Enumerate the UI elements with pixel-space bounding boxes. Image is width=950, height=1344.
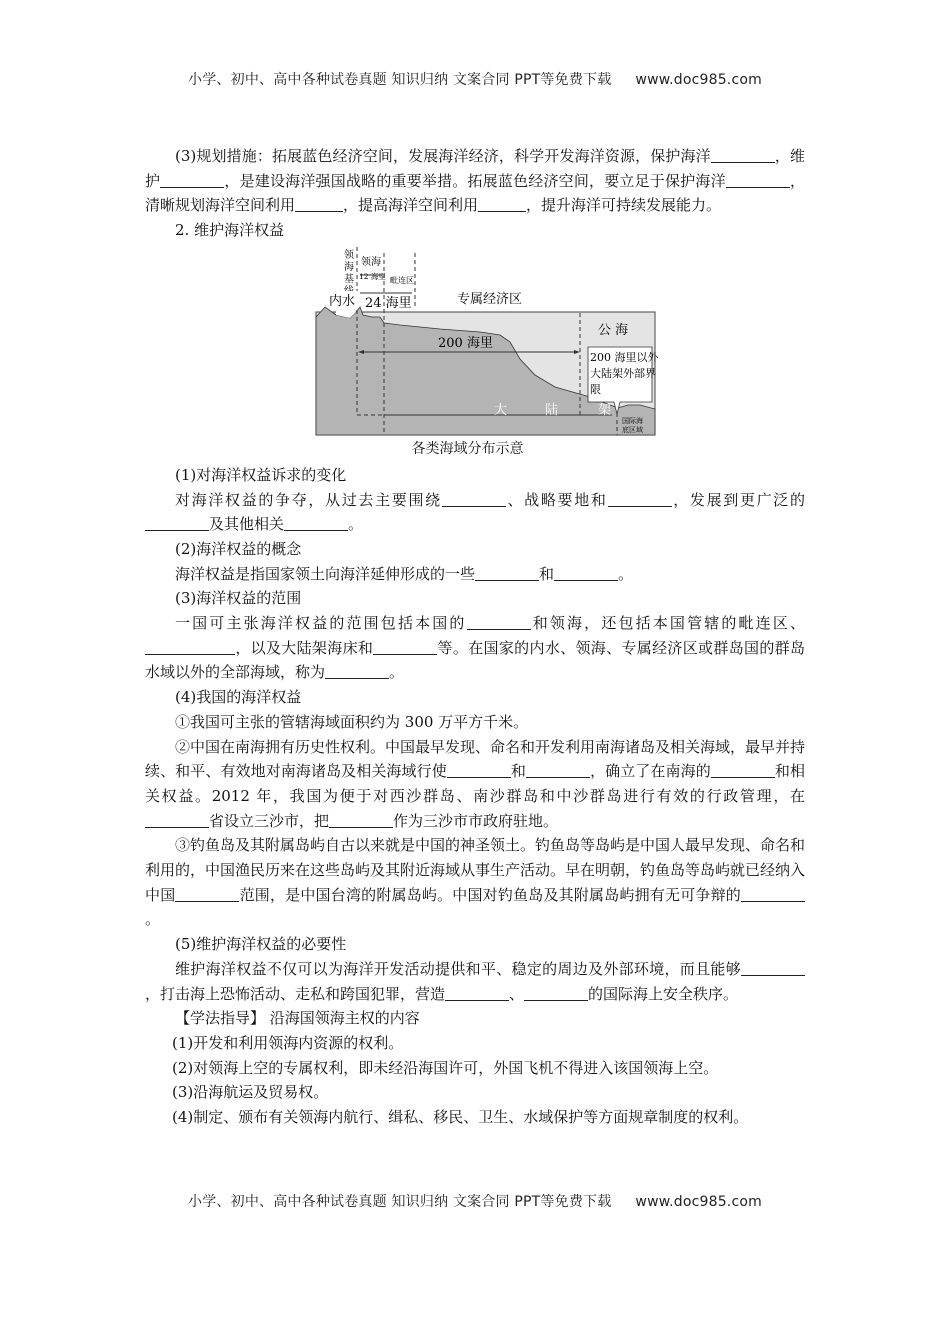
s4-title: (4)我国的海洋权益 [175, 688, 302, 707]
document-body [145, 144, 805, 1130]
answer-blank[interactable] [373, 638, 437, 655]
answer-blank[interactable] [741, 959, 805, 976]
study-guide-title: 【学法指导】 沿海国领海主权的内容 [175, 1009, 420, 1028]
s3-body: 一国可主张海洋权益的范围包括本国的 和领海，还包括本国管辖的毗连区、，以及大陆架海床和 等。在国家的内水、领海、专属经济区或群岛国的群岛水域以外的全部海域，称为 。 [145, 614, 805, 682]
s4-item-1: ①我国可主张的管辖海域面积约为 300 万平方千米。 [175, 712, 529, 731]
seabed-area-label: 国际海 [622, 416, 643, 425]
s1-body: 对海洋权益的争夺，从过去主要围绕 、战略要地和 ，发展到更广泛的及其他相关 。 [145, 488, 805, 537]
footer-url[interactable]: www.doc985.com [635, 1194, 762, 1210]
sea-zones-figure [145, 245, 805, 463]
baseline-label: 领 [344, 249, 354, 261]
answer-blank[interactable] [145, 638, 235, 655]
footer-text: 小学、初中、高中各种试卷真题 知识归纳 文案合同 PPT等免费下载 [188, 1194, 612, 1210]
heading-maintain-rights: 2. 维护海洋权益 [175, 221, 285, 240]
territorial-sea-label: 领海 [361, 256, 381, 268]
answer-blank[interactable] [329, 811, 393, 828]
list-item: (4)制定、颁布有关领海内航行、缉私、移民、卫生、水域保护等方面规章制度的权利。 [172, 1108, 749, 1127]
answer-blank[interactable] [524, 984, 588, 1001]
answer-blank[interactable] [325, 662, 389, 679]
eez-label: 专属经济区 [457, 291, 523, 307]
page-header [0, 69, 950, 89]
high-seas-label: 公 海 [598, 322, 629, 338]
study-guide-list [145, 1031, 805, 1130]
list-item: (1)开发和利用领海内资源的权利。 [172, 1033, 404, 1052]
svg-text:底区域: 底区域 [622, 425, 643, 434]
svg-text:24 海里: 24 海里 [365, 295, 412, 311]
s5-body: 维护海洋权益不仅可以为海洋开发活动提供和平、稳定的周边及外部环境，而且能够，打击海上恐怖活动、走私和跨国犯罪，营造 、 的国际海上安全秩序。 [145, 957, 805, 1006]
header-text: 小学、初中、高中各种试卷真题 知识归纳 文案合同 PPT等免费下载 [188, 72, 612, 88]
answer-blank[interactable] [175, 885, 239, 902]
answer-blank[interactable] [295, 195, 343, 212]
svg-text:海: 海 [344, 261, 354, 273]
answer-blank[interactable] [284, 514, 348, 531]
answer-blank[interactable] [442, 490, 506, 507]
s2-body: 海洋权益是指国家领土向海洋延伸形成的一些 和 。 [175, 564, 634, 583]
answer-blank[interactable] [145, 811, 209, 828]
svg-text:架: 架 [598, 402, 612, 418]
shelf-label: 大 [494, 402, 508, 418]
outer-limit-label: 200 海里以外 [590, 350, 659, 364]
answer-blank[interactable] [741, 885, 805, 902]
contiguous-zone-label: 毗连区 [390, 275, 414, 285]
s4-item-3: ③钓鱼岛及其附属岛屿自古以来就是中国的神圣领土。钓鱼岛等岛屿是中国人最早发现、命名和利用的，中国渔民历来在这些岛屿及其附近海域从事生产活动。早在明朝，钓鱼岛等岛屿就已经纳入中国 范围，是中国台湾的附属岛屿。中国对钓鱼岛及其附属岛屿拥有无可争辩的。 [145, 836, 806, 929]
section-planning-measures: (3)规划措施：拓展蓝色经济空间，发展海洋经济，科学开发海洋资源，保护海洋 ，维护 ，是建设海洋强国战略的重要举措。拓展蓝色经济空间，要立足于保护海洋 ，清晰规划海洋空间利用 ，提高海洋空间利用 ，提升海洋可持续发展能力。 [145, 147, 805, 215]
answer-blank[interactable] [445, 984, 509, 1001]
answer-blank[interactable] [447, 761, 511, 778]
answer-blank[interactable] [608, 490, 672, 507]
svg-text:陆: 陆 [545, 402, 559, 418]
answer-blank[interactable] [475, 564, 539, 581]
answer-blank[interactable] [467, 613, 531, 630]
svg-text:大陆架外部界: 大陆架外部界 [590, 366, 656, 380]
svg-text:基: 基 [344, 273, 354, 285]
header-url[interactable]: www.doc985.com [635, 72, 762, 88]
svg-text:12 海里: 12 海里 [359, 271, 386, 281]
list-item: (3)沿海航运及贸易权。 [172, 1083, 329, 1102]
answer-blank[interactable] [711, 761, 775, 778]
sea-zones-diagram [315, 245, 660, 437]
200nm-label: 200 海里 [438, 335, 493, 351]
s4-item-2: ②中国在南海拥有历史性权利。中国最早发现、命名和开发利用南海诸岛及相关海域，最早并持续、和平、有效地对南海诸岛及相关海域行使 和 ，确立了在南海的 和相关权益。2012 年，我国为便于对西沙群岛、南沙群岛和中沙群岛进行有效的行政管理，在省设立三沙市，把 作为三沙市市政府驻地。 [145, 737, 806, 830]
answer-blank[interactable] [554, 564, 618, 581]
answer-blank[interactable] [726, 171, 790, 188]
svg-text:限: 限 [590, 382, 601, 396]
s3-title: (3)海洋权益的范围 [175, 589, 302, 608]
list-item: (2)对领海上空的专属权利，即未经沿海国许可，外国飞机不得进入该国领海上空。 [172, 1058, 719, 1077]
figure-caption: 各类海域分布示意 [411, 440, 524, 457]
s1-title: (1)对海洋权益诉求的变化 [175, 465, 347, 484]
answer-blank[interactable] [145, 514, 209, 531]
answer-blank[interactable] [160, 171, 224, 188]
page-footer [0, 1191, 950, 1211]
s2-title: (2)海洋权益的概念 [175, 539, 302, 558]
answer-blank[interactable] [526, 761, 590, 778]
answer-blank[interactable] [478, 195, 526, 212]
internal-waters-label: 内水 [329, 293, 356, 309]
s5-title: (5)维护海洋权益的必要性 [175, 935, 347, 954]
answer-blank[interactable] [711, 146, 775, 163]
